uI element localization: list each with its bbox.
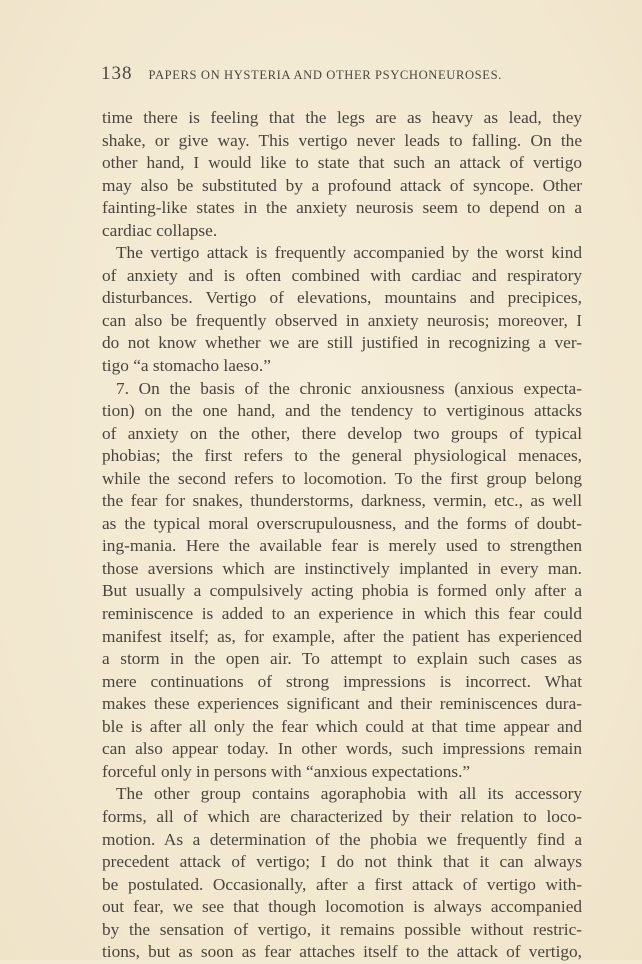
text-line: mere continuations of strong impressions is incorrect. What	[102, 671, 582, 691]
text-line: tions, but as soon as fear attaches itself to the attack of vertigo,	[102, 942, 582, 962]
text-line: 7. On the basis of the chronic anxiousness (anxious expecta-	[116, 378, 582, 398]
text-line: tigo “a stomacho laeso.”	[102, 356, 271, 376]
text-line: be postulated. Occasionally, after a first attack of vertigo with-	[102, 874, 582, 894]
page-number: 138	[101, 63, 133, 84]
text-line: other hand, I would like to state that such an attack of vertigo	[102, 153, 582, 173]
text-line: the fear for snakes, thunderstorms, darkness, vermin, etc., as well	[102, 491, 582, 511]
text-line: makes these experiences significant and their reminiscences dura-	[102, 694, 582, 714]
paragraph-2	[102, 242, 582, 377]
text-line: by the sensation of vertigo, it remains possible without restric-	[102, 919, 582, 939]
text-line: The vertigo attack is frequently accompanied by the worst kind	[116, 243, 582, 263]
text-line: do not know whether we are still justified in recognizing a ver-	[102, 333, 582, 353]
running-head: PAPERS ON HYSTERIA AND OTHER PSYCHONEUROSES.	[148, 68, 502, 82]
text-line: tion) on the one hand, and the tendency to vertiginous attacks	[102, 401, 582, 421]
text-line: as the typical moral overscrupulousness, and the forms of doubt-	[102, 513, 582, 533]
text-line: shake, or give way. This vertigo never leads to falling. On the	[102, 130, 582, 150]
text-line: manifest itself; as, for example, after the patient has experienced	[102, 626, 582, 646]
text-line: of anxiety on the other, there develop two groups of typical	[102, 423, 582, 443]
text-line: forms, all of which are characterized by their relation to loco-	[102, 806, 582, 826]
text-line: reminiscence is added to an experience in which this fear could	[102, 604, 582, 624]
text-line: those aversions which are instinctively implanted in every man.	[102, 558, 582, 578]
paragraph-3	[102, 378, 582, 784]
text-line: But usually a compulsively acting phobia is formed only after a	[102, 581, 582, 601]
text-line: ing-mania. Here the available fear is merely used to strengthen	[102, 536, 582, 556]
text-line: fainting-like states in the anxiety neurosis seem to depend on a	[102, 198, 582, 218]
body-text	[102, 107, 582, 964]
text-line: may also be substituted by a profound attack of syncope. Other	[102, 175, 582, 195]
text-line: disturbances. Vertigo of elevations, mountains and precipices,	[102, 288, 582, 308]
text-line: of anxiety and is often combined with cardiac and respiratory	[102, 265, 582, 285]
text-line: time there is feeling that the legs are as heavy as lead, they	[102, 108, 582, 127]
text-line: phobias; the first refers to the general physiological menaces,	[102, 446, 582, 466]
text-line: The other group contains agoraphobia with all its accessory	[116, 784, 582, 804]
paragraph-1	[102, 107, 582, 242]
text-line: can also be frequently observed in anxiety neurosis; moreover, I	[102, 310, 582, 330]
text-line: while the second refers to locomotion. To the first group belong	[102, 468, 582, 488]
text-line: forceful only in persons with “anxious expectations.”	[102, 761, 471, 781]
text-line: out fear, we see that though locomotion is always accompanied	[102, 897, 582, 917]
text-line: ble is after all only the fear which could at that time appear and	[102, 716, 582, 736]
text-line: a storm in the open air. To attempt to explain such cases as	[102, 649, 582, 669]
page-header	[101, 63, 581, 87]
paragraph-4	[102, 783, 582, 963]
text-line: cardiac collapse.	[102, 220, 218, 240]
text-line: precedent attack of vertigo; I do not think that it can always	[102, 852, 582, 872]
text-line: can also appear today. In other words, such impressions remain	[102, 739, 582, 759]
text-line: motion. As a determination of the phobia we frequently find a	[102, 829, 582, 849]
